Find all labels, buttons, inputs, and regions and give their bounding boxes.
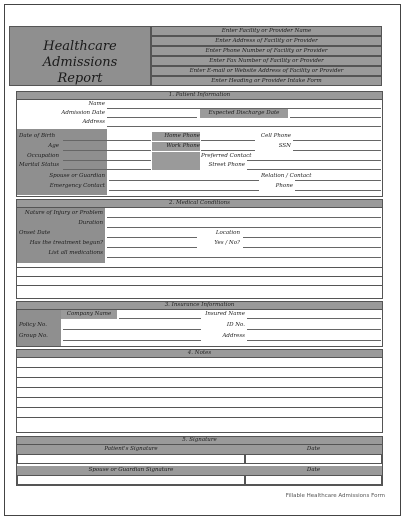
medications-field[interactable]: [107, 250, 381, 258]
label-patient-signature: Patient's Signature: [17, 445, 245, 454]
label-address: Address: [82, 119, 105, 125]
medical-section-header: 2. Medical Conditions: [16, 199, 383, 208]
label-admission-date: Admission Date: [61, 110, 105, 116]
label-guardian-signature: Spouse or Guardian Signature: [17, 466, 245, 475]
preferred-contact-field[interactable]: [247, 153, 381, 161]
provider-header: [151, 26, 382, 86]
label-duration: Duration: [78, 220, 103, 226]
label-spouse-guardian: Spouse or Guardian: [49, 173, 105, 179]
label-group-no: Group No.: [19, 333, 48, 339]
form-title-line2: Report: [57, 71, 103, 86]
cell-phone-field[interactable]: [293, 133, 381, 141]
title-box: [9, 26, 151, 86]
label-date-1: Date: [245, 445, 382, 454]
label-location: Location: [215, 230, 240, 236]
work-phone-field[interactable]: [201, 143, 255, 151]
address-field[interactable]: [107, 119, 381, 127]
label-id-no: ID No.: [226, 322, 245, 328]
home-phone-field[interactable]: [201, 133, 255, 141]
date-2-field[interactable]: [245, 475, 382, 485]
onset-date-field[interactable]: [107, 230, 197, 238]
label-name: Name: [88, 101, 105, 107]
id-no-field[interactable]: [247, 322, 381, 330]
label-date-2: Date: [245, 466, 382, 475]
label-insurance-address: Address: [222, 333, 245, 339]
ssn-field[interactable]: [293, 143, 381, 151]
occupation-field[interactable]: [63, 153, 151, 161]
label-relation-contact: Relation / Contact: [261, 173, 312, 179]
label-marital-status: Marital Status: [19, 162, 60, 168]
footer-text: Fillable Healthcare Admissions Form: [285, 493, 385, 499]
label-street-phone: Street Phone: [208, 162, 245, 168]
label-date-of-birth: Date of Birth: [19, 133, 56, 139]
label-yes-no: Yes / No?: [214, 240, 240, 246]
label-reason: Nature of Injury or Problem: [24, 210, 103, 216]
admission-date-field[interactable]: [107, 110, 197, 118]
label-phone: Phone: [275, 183, 293, 189]
label-onset-date: Onset Date: [19, 230, 51, 236]
guardian-signature-field[interactable]: [17, 475, 245, 485]
insurance-section-header: 3. Insurance Information: [16, 301, 383, 310]
middle-gray-block: [152, 152, 200, 170]
notes-section-header: 4. Notes: [16, 349, 383, 358]
emergency-contact-field[interactable]: [109, 183, 259, 191]
insurance-label-column: [17, 310, 61, 346]
provider-heading-line[interactable]: Enter Heading or Provider Intake Form: [151, 76, 382, 86]
phone-field[interactable]: [295, 183, 381, 191]
form-title: [10, 39, 150, 87]
reason-field[interactable]: [107, 210, 381, 218]
label-company-name: Company Name: [66, 311, 112, 317]
duration-field[interactable]: [107, 220, 381, 228]
expected-discharge-field[interactable]: [290, 110, 381, 118]
label-insured-name: Insured Name: [205, 311, 245, 317]
notes-rule-6[interactable]: [17, 417, 382, 418]
group-no-field[interactable]: [63, 333, 201, 341]
notes-rule-2[interactable]: [17, 377, 382, 378]
notes-rule-4[interactable]: [17, 397, 382, 398]
label-occupation: Occupation: [27, 153, 59, 159]
notes-rule-3[interactable]: [17, 387, 382, 388]
patient-signature-field[interactable]: [17, 454, 245, 464]
provider-address-line[interactable]: Enter Address of Facility or Provider: [151, 36, 382, 46]
label-cell-phone: Cell Phone: [260, 133, 291, 139]
relation-contact-field[interactable]: [295, 173, 381, 181]
medical-rule-3: [17, 285, 382, 286]
notes-section: [16, 349, 383, 433]
notes-rule-1[interactable]: [17, 367, 382, 368]
provider-name-line[interactable]: Enter Facility or Provider Name: [151, 26, 382, 36]
label-list-medications: List all medications: [48, 250, 103, 256]
label-age: Age: [48, 143, 59, 149]
admissions-form: [4, 4, 401, 516]
medical-rule-2: [17, 276, 382, 277]
date-of-birth-field[interactable]: [63, 133, 151, 141]
label-prior-treatment: Has the treatment begun?: [29, 240, 103, 246]
signature-section-header: 5. Signature: [16, 436, 383, 445]
spouse-guardian-field[interactable]: [109, 173, 259, 181]
provider-phone-line[interactable]: Enter Phone Number of Facility or Provider: [151, 46, 382, 56]
label-home-phone: Home Phone: [152, 132, 200, 141]
company-name-field[interactable]: [119, 311, 201, 319]
insured-name-field[interactable]: [247, 311, 381, 319]
patient-section-header: 1. Patient Information: [16, 91, 383, 100]
provider-email-line[interactable]: Enter E-mail or Website Address of Facility or Provider: [151, 66, 382, 76]
marital-status-field[interactable]: [63, 162, 151, 170]
label-emergency-contact: Emergency Contact: [49, 183, 105, 189]
location-field[interactable]: [243, 230, 381, 238]
label-policy-no: Policy No.: [19, 322, 48, 328]
form-title-line1: Healthcare Admissions: [42, 39, 118, 70]
provider-fax-line[interactable]: Enter Fax Number of Facility or Provider: [151, 56, 382, 66]
age-field[interactable]: [63, 143, 151, 151]
label-expected-discharge: Expected Discharge Date: [200, 109, 288, 118]
insurance-address-field[interactable]: [247, 333, 381, 341]
policy-no-field[interactable]: [63, 322, 201, 330]
yes-no-field[interactable]: [243, 240, 381, 248]
street-phone-field[interactable]: [247, 162, 381, 170]
notes-rule-5[interactable]: [17, 407, 382, 408]
medical-rule-1: [17, 267, 382, 268]
name-field[interactable]: [107, 101, 381, 109]
date-1-field[interactable]: [245, 454, 382, 464]
label-preferred-contact: Preferred Contact: [201, 153, 252, 159]
prior-treatment-field[interactable]: [107, 240, 197, 248]
label-ssn: SSN: [278, 143, 291, 149]
label-work-phone: Work Phone: [152, 142, 200, 151]
